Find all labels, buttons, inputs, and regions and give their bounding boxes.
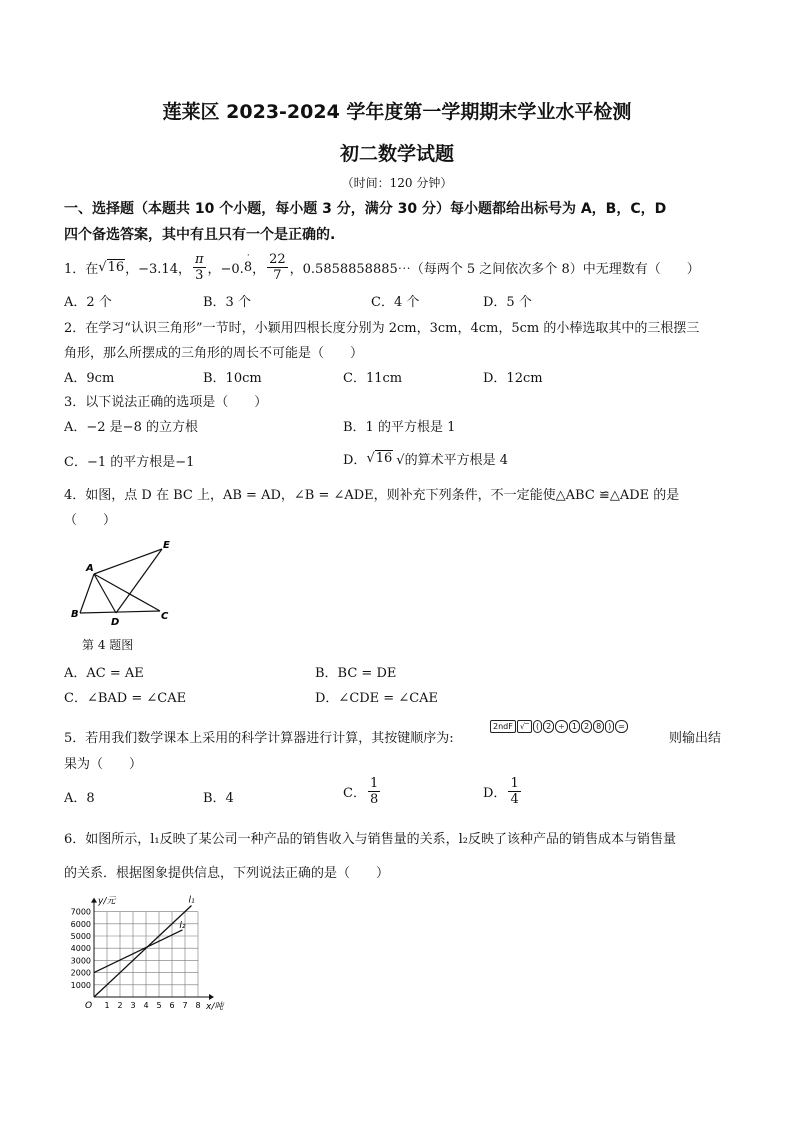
y-tick-label: 3000 — [70, 956, 91, 966]
exam-title: 莲莱区 2023-2024 学年度第一学期期末学业水平检测 — [162, 101, 632, 123]
x-tick-label: 7 — [182, 1001, 188, 1010]
y-axis-label: y/元 — [98, 896, 116, 907]
q2-option-c[interactable]: C．11cm — [343, 371, 403, 386]
key-sqrt: √‾ — [517, 720, 532, 733]
q5-option-d[interactable]: D． $\frac{1}{4}$ — [483, 776, 519, 807]
label-a: A — [86, 563, 94, 574]
question-6-line1: 6．如图所示，l₁反映了某公司一种产品的销售收入与销售量的关系，l₂反映了该种产品的销售成本与销售量 — [64, 832, 677, 847]
series-label-1: l₁ — [188, 895, 195, 906]
x-axis-arrow — [209, 994, 214, 1000]
q3-option-b[interactable]: B．1 的平方根是 1 — [343, 420, 456, 435]
q6-line-chart — [64, 894, 234, 1020]
x-tick-label: 1 — [104, 1001, 110, 1010]
origin-label: O — [85, 1001, 93, 1011]
q4-option-a[interactable]: A．AC = AE — [64, 666, 144, 681]
q3-sqrt: √16 — [366, 451, 393, 466]
x-axis-label: x/吨 — [206, 1002, 224, 1012]
segment-bc — [80, 611, 160, 613]
q1-sqrt: √16 — [98, 259, 125, 275]
q1-text3: ， — [252, 261, 266, 277]
q2-option-d[interactable]: D．12cm — [483, 371, 543, 386]
q5-option-c[interactable]: C． $\frac{1}{8}$ — [343, 776, 379, 807]
y-tick-label: 5000 — [70, 932, 91, 941]
segment-ae — [94, 549, 162, 574]
question-1-stem — [64, 250, 700, 284]
q1-option-a[interactable]: A．2 个 — [64, 295, 112, 310]
key-1: 1 — [569, 720, 580, 733]
key-2: 2 — [543, 720, 554, 733]
q4-triangle-figure — [64, 537, 184, 629]
y-axis-arrow — [91, 898, 97, 903]
q1-text4: ，0.5858858885⋯（每两个 5 之间依次多个 8）中无理数有（ ） — [289, 261, 700, 277]
segment-ab — [80, 574, 94, 613]
key-2b: 2 — [581, 720, 592, 733]
section-heading-line2: 四个备选答案，其中有且只有一个是正确的. — [64, 227, 336, 243]
y-tick-label: 2000 — [70, 968, 91, 978]
x-tick-label: 8 — [195, 1001, 201, 1010]
q3-option-c[interactable]: C．−1 的平方根是−1 — [64, 455, 195, 470]
key-8: 8 — [593, 720, 604, 733]
calculator-key-sequence — [490, 719, 629, 734]
q2-option-b[interactable]: B．10cm — [203, 371, 262, 386]
q1-frac-22-7: $\frac{22}{7}$ — [269, 251, 286, 283]
q4-figure-caption: 第 4 题图 — [82, 638, 134, 652]
q1-frac-pi: $\frac{\pi}{3}$ — [194, 251, 204, 283]
q1-repeating-digit: · 8 — [243, 250, 253, 275]
x-tick-label: 2 — [117, 1001, 123, 1010]
key-rparen: ) — [605, 720, 614, 733]
question-5-line2: 果为（ ） — [64, 757, 143, 772]
x-tick-label: 6 — [169, 1001, 175, 1010]
q5-frac-d: $\frac{1}{4}$ — [510, 776, 519, 807]
q1-text2: ，−0. — [207, 261, 244, 277]
question-5-line1: 5．若用我们数学课本上采用的科学计算器进行计算，其按键顺序为: — [64, 731, 454, 746]
q3-option-d[interactable]: D． √16 √的算术平方根是 4 — [343, 451, 508, 468]
question-6-line2: 的关系．根据图象提供信息，下列说法正确的是（ ） — [64, 866, 390, 881]
q1-text1: ，−3.14， — [125, 261, 191, 277]
exam-subtitle: 初二数学试题 — [339, 143, 454, 165]
q4-option-b[interactable]: B．BC = DE — [315, 666, 397, 681]
q1-option-c[interactable]: C．4 个 — [371, 295, 420, 310]
label-d: D — [111, 617, 120, 628]
q2-option-a[interactable]: A．9cm — [64, 371, 115, 386]
key-2ndf: 2ndF — [490, 720, 516, 733]
key-divide: ÷ — [555, 720, 568, 733]
q1-option-d[interactable]: D．5 个 — [483, 295, 532, 310]
key-lparen: ( — [533, 720, 542, 733]
q5-option-b[interactable]: B．4 — [203, 791, 234, 806]
question-4-line1: 4．如图，点 D 在 BC 上，AB = AD，∠B = ∠ADE，则补充下列条件，不一定能使△ABC ≌△ADE 的是 — [64, 488, 680, 503]
question-3-stem: 3．以下说法正确的选项是（ ） — [64, 395, 268, 410]
segment-ed — [116, 549, 162, 613]
question-2-line1: 2．在学习“认识三角形”一节时，小颖用四根长度分别为 2cm，3cm，4cm，5cm 的小棒选取其中的三根摆三 — [64, 321, 700, 336]
question-5-line1-end: 则输出结 — [669, 731, 722, 746]
x-tick-label: 3 — [130, 1001, 136, 1010]
key-equals: = — [615, 720, 628, 733]
q4-option-d[interactable]: D．∠CDE = ∠CAE — [315, 691, 439, 706]
section-heading-line1: 一、选择题（本题共 10 个小题，每小题 3 分，满分 30 分）每小题都给出标号为 A，B，C，D — [64, 201, 667, 217]
y-tick-label: 6000 — [70, 919, 91, 929]
q1-option-b[interactable]: B．3 个 — [203, 295, 251, 310]
y-tick-label: 1000 — [70, 980, 91, 990]
question-4-line2: （ ） — [64, 513, 117, 528]
y-tick-label: 4000 — [70, 944, 91, 954]
label-e: E — [163, 540, 170, 551]
x-tick-label: 4 — [143, 1001, 149, 1010]
question-2-line2: 角形，那么所摆成的三角形的周长不可能是（ ） — [64, 346, 364, 361]
series-line-1 — [94, 906, 192, 998]
label-c: C — [161, 611, 169, 622]
q5-frac-c: $\frac{1}{8}$ — [369, 776, 379, 807]
exam-time: （时间：120 分钟） — [341, 176, 453, 190]
y-tick-label: 7000 — [70, 907, 91, 917]
q1-prefix: 1．在 — [64, 261, 99, 277]
q5-option-a[interactable]: A．8 — [64, 791, 95, 806]
q4-option-c[interactable]: C．∠BAD = ∠CAE — [64, 691, 187, 706]
series-label-2: l₂ — [179, 920, 186, 931]
x-tick-label: 5 — [156, 1001, 162, 1010]
label-b: B — [71, 609, 79, 620]
q3-option-a[interactable]: A．−2 是−8 的立方根 — [64, 420, 198, 435]
